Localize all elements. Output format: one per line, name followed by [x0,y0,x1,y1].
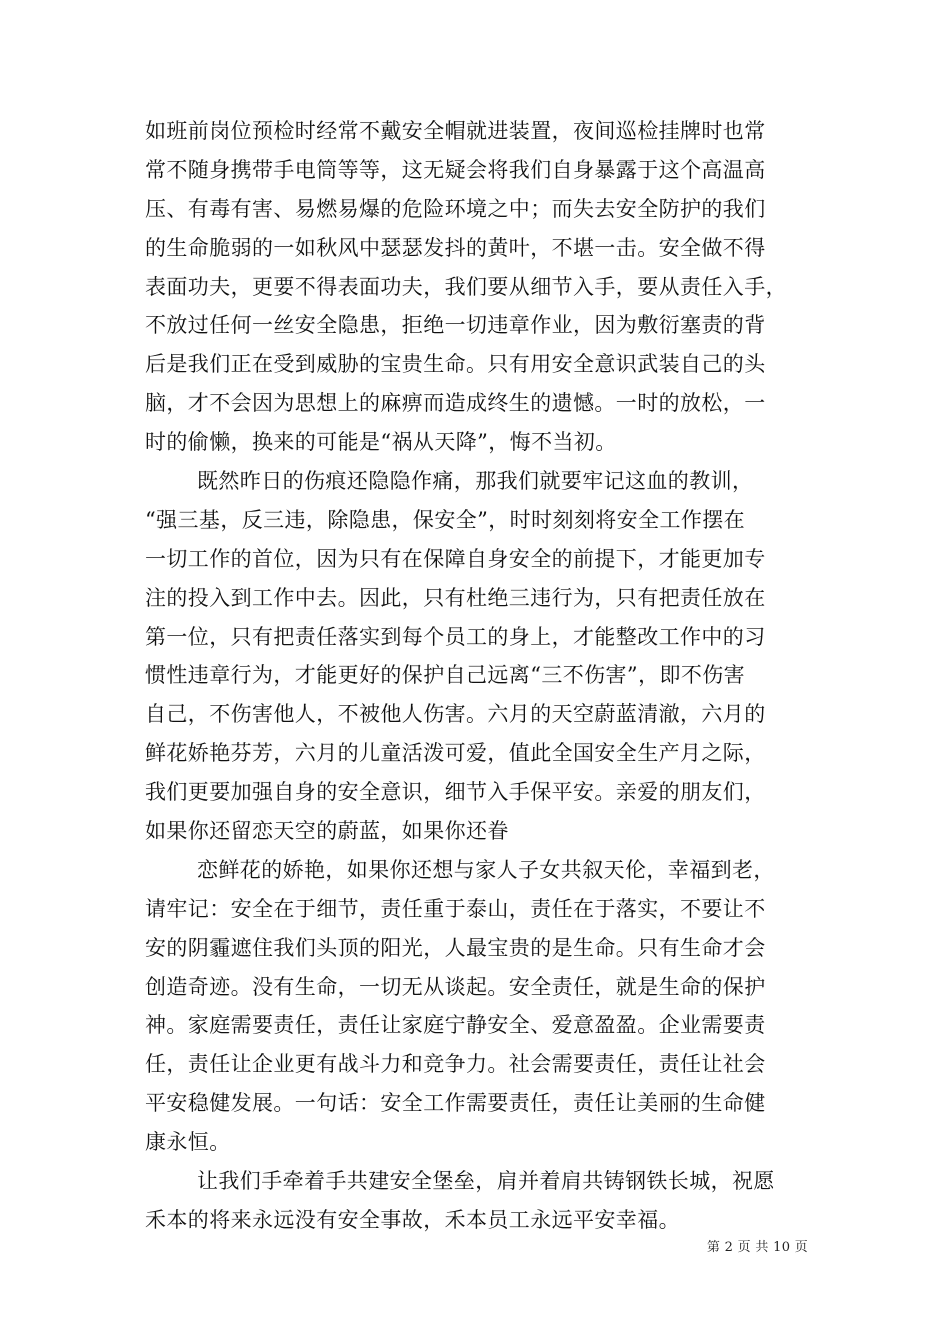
text-line: 一切工作的首位，因为只有在保障自身安全的前提下，才能更加专 [145,546,766,571]
text-line: 康永恒。 [145,1130,231,1155]
text-line: 第一位，只有把责任落实到每个员工的身上，才能整改工作中的习 [145,624,766,649]
text-line: 的生命脆弱的一如秋风中瑟瑟发抖的黄叶，不堪一击。安全做不得 [145,235,766,260]
text-line: 禾本的将来永远没有安全事故，禾本员工永远平安幸福。 [145,1207,680,1232]
text-line: 注的投入到工作中去。因此，只有杜绝三违行为，只有把责任放在 [145,585,766,610]
text-line: 平安稳健发展。一句话：安全工作需要责任，责任让美丽的生命健 [145,1091,766,1116]
text-line: 脑，才不会因为思想上的麻痹而造成终生的遗憾。一时的放松，一 [145,391,766,416]
text-line: 请牢记：安全在于细节，责任重于泰山，责任在于落实，不要让不 [145,896,766,921]
text-line: 不放过任何一丝安全隐患，拒绝一切违章作业，因为敷衍塞责的背 [145,313,766,338]
text-line: 神。家庭需要责任，责任让家庭宁静安全、爱意盈盈。企业需要责 [145,1013,766,1038]
text-line: 后是我们正在受到威胁的宝贵生命。只有用安全意识武装自己的头 [145,352,766,377]
text-line: 安的阴霾遮住我们头顶的阳光，人最宝贵的是生命。只有生命才会 [145,935,766,960]
text-line: “强三基，反三违，除隐患，保安全”，时时刻刻将安全工作摆在 [145,507,746,532]
text-line: 鲜花娇艳芬芳，六月的儿童活泼可爱，值此全国安全生产月之际， [145,741,766,766]
document-body [145,112,810,1240]
text-line: 创造奇迹。没有生命，一切无从谈起。安全责任，就是生命的保护 [145,974,766,999]
page-number: 第 2 页 共 10 页 [706,1240,808,1255]
text-line: 我们更要加强自身的安全意识，细节入手保平安。亲爱的朋友们， [145,780,766,805]
text-line: 时的偷懒，换来的可能是“祸从天降”，悔不当初。 [145,430,617,455]
text-line: 压、有毒有害、易燃易爆的危险环境之中；而失去安全防护的我们 [145,196,766,221]
text-line: 如班前岗位预检时经常不戴安全帽就进装置，夜间巡检挂牌时也常 [145,119,766,143]
text-line: 常不随身携带手电筒等等，这无疑会将我们自身暴露于这个高温高 [145,157,766,182]
text-line: 自己，不伤害他人，不被他人伤害。六月的天空蔚蓝清澈，六月的 [145,702,766,727]
text-line: 让我们手牵着手共建安全堡垒，肩并着肩共铸钢铁长城，祝愿 [197,1169,775,1194]
text-line: 表面功夫，更要不得表面功夫，我们要从细节入手，要从责任入手， [145,274,787,299]
text-line: 既然昨日的伤痕还隐隐作痛，那我们就要牢记这血的教训， [197,469,754,494]
text-line: 如果你还留恋天空的蔚蓝，如果你还眷 [145,819,509,844]
text-line: 恋鲜花的娇艳，如果你还想与家人子女共叙天伦，幸福到老， [197,857,775,882]
text-line: 任，责任让企业更有战斗力和竞争力。社会需要责任，责任让社会 [145,1052,766,1077]
text-line: 惯性违章行为，才能更好的保护自己远离“三不伤害”，即不伤害 [145,663,746,688]
